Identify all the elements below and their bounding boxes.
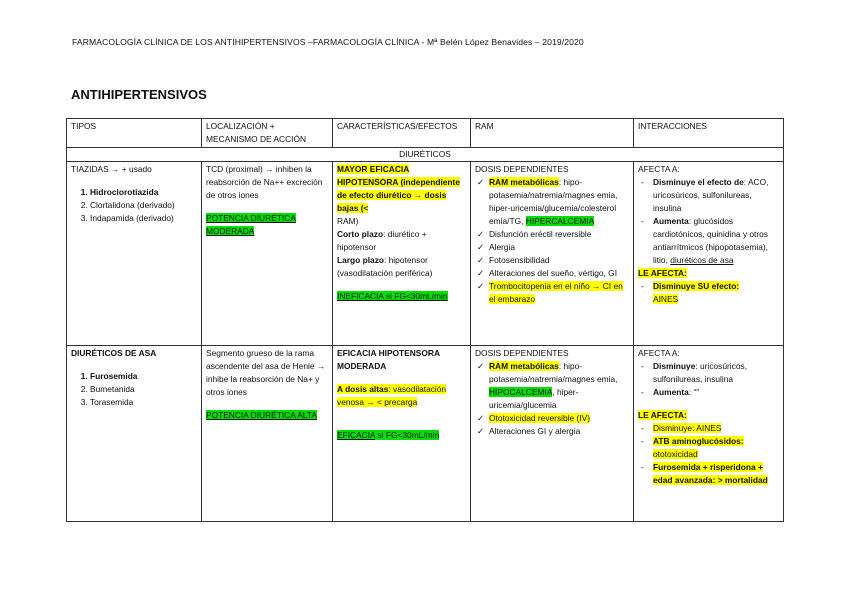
cell-car-tiazidas bbox=[333, 162, 471, 346]
mechanism-text: TCD (proximal) → inhiben la reabsorción de Na++ excreción de otros iones bbox=[206, 164, 323, 200]
ram-list bbox=[475, 176, 629, 306]
table-row bbox=[67, 162, 784, 346]
col-tipos: TIPOS bbox=[67, 119, 202, 148]
int-highlight: AINES bbox=[653, 294, 679, 304]
list-item bbox=[653, 386, 779, 399]
potency-label: POTENCIA DIURÉTICA MODERADA bbox=[206, 213, 296, 236]
high-dose-label: A dosis altas bbox=[337, 384, 389, 394]
list-item: 3. Torasemida bbox=[90, 396, 197, 409]
list-item: 1. Furosemida bbox=[90, 370, 197, 383]
list-item: ✓ Alteraciones del sueño, vértigo, GI bbox=[489, 267, 629, 280]
antihypertensives-table bbox=[66, 118, 784, 522]
list-item: 2. Clortalidona (derivado) bbox=[90, 199, 197, 212]
inefficacy-label: INEFICACIA si FG<30mL/min bbox=[337, 291, 448, 301]
cell-ram-tiazidas bbox=[471, 162, 634, 346]
long-term-text: : hipotensor (vasodilatación periférica) bbox=[337, 255, 433, 278]
list-item bbox=[489, 176, 629, 228]
int-text: : uricosúricos, sulfonilureas, insulina bbox=[653, 361, 748, 384]
efficacy-label: EFICACIA bbox=[337, 430, 376, 440]
int-underline: diuréticos de asa bbox=[670, 255, 734, 265]
int-highlight: Furosemida + risperidona + edad avanzada: > mortalidad bbox=[653, 462, 768, 485]
cell-int-asa bbox=[634, 346, 784, 522]
list-item bbox=[653, 176, 779, 215]
ram-label: RAM metabólicas bbox=[489, 177, 559, 187]
drug-list bbox=[71, 370, 197, 409]
ram-text: : hipo-potasemia/natremia/magnes emia, bbox=[489, 361, 618, 384]
int-list bbox=[638, 280, 779, 306]
cell-int-tiazidas bbox=[634, 162, 784, 346]
high-dose-text: : vasodilatación venosa → < precarga bbox=[337, 384, 447, 407]
list-item: 1. Hidroclorotiazida bbox=[90, 186, 197, 199]
drug-list bbox=[71, 186, 197, 225]
col-caracteristicas: CARACTERÍSTICAS/EFECTOS bbox=[333, 119, 471, 148]
ram-label: RAM metabólicas bbox=[489, 361, 559, 371]
list-item bbox=[489, 360, 629, 412]
afecta-label: AFECTA A: bbox=[638, 348, 680, 358]
ram-highlight: HIPOCALCEMIA bbox=[489, 387, 553, 397]
efficacy-text-end: RAM) bbox=[337, 216, 359, 226]
list-item bbox=[653, 215, 779, 267]
document-header: FARMACOLOGÍA CLÍNICA DE LOS ANTIHIPERTENSIVOS –FARMACOLOGÍA CLÍNICA - Mª Belén López Benavides – 2019/2020 bbox=[72, 37, 584, 47]
int-label: Disminuye bbox=[653, 361, 696, 371]
tipo-title: TIAZIDAS → + usado bbox=[71, 164, 152, 174]
int-highlight: Disminuye: AINES bbox=[653, 423, 722, 433]
int-text: : ACO, uricosúricos, sulfonilureas, insulina bbox=[653, 177, 769, 213]
cell-ram-asa bbox=[471, 346, 634, 522]
col-ram: RAM bbox=[471, 119, 634, 148]
header-row bbox=[67, 119, 784, 148]
section-diureticos: DIURÉTICOS bbox=[67, 148, 784, 162]
list-item bbox=[653, 280, 779, 306]
list-item: ✓ Alergia bbox=[489, 241, 629, 254]
list-item bbox=[653, 360, 779, 386]
page-title: ANTIHIPERTENSIVOS bbox=[71, 87, 207, 102]
table-row bbox=[67, 346, 784, 522]
ram-list bbox=[475, 360, 629, 438]
int-list bbox=[638, 360, 779, 399]
le-afecta-label: LE AFECTA: bbox=[638, 268, 687, 278]
int-list bbox=[638, 176, 779, 267]
list-item bbox=[653, 461, 779, 487]
short-term-text: : diurético + hipotensor bbox=[337, 229, 427, 252]
list-item bbox=[489, 280, 629, 306]
int-label: Disminuye el efecto de bbox=[653, 177, 744, 187]
ram-title: DOSIS DEPENDIENTES bbox=[475, 348, 569, 358]
col-localizacion: LOCALIZACIÓN + MECANISMO DE ACCIÓN bbox=[202, 119, 333, 148]
le-afecta-label: LE AFECTA: bbox=[638, 410, 687, 420]
int-highlight: ototoxicidad bbox=[653, 449, 698, 459]
cell-loc-asa bbox=[202, 346, 333, 522]
list-item: 3. Indapamida (derivado) bbox=[90, 212, 197, 225]
efficacy-fg: si FG<30mL/min bbox=[375, 430, 440, 440]
cell-car-asa bbox=[333, 346, 471, 522]
ram-text: , hiper-uricemia/glucemia bbox=[489, 387, 579, 410]
int-text: : glucósidos cardiotónicos, quinidina y otros antiarrítmicos (hipopotasemia), litio, bbox=[653, 216, 768, 265]
col-interacciones: INTERACCIONES bbox=[634, 119, 784, 148]
long-term-label: Largo plazo bbox=[337, 255, 384, 265]
efficacy-text: MAYOR EFICACIA HIPOTENSORA (independiente de efecto diurético → dosis bajas (< bbox=[337, 164, 460, 213]
list-item: ✓ Alteraciones GI y alergia bbox=[489, 425, 629, 438]
list-item bbox=[653, 422, 779, 435]
section-row bbox=[67, 148, 784, 162]
mechanism-text: Segmento grueso de la rama ascendente del asa de Henle → inhibe la reabsorción de Na+ y otros iones bbox=[206, 348, 326, 397]
int-list bbox=[638, 422, 779, 487]
int-label: Aumenta bbox=[653, 387, 689, 397]
efficacy-text: EFICACIA HIPOTENSORA MODERADA bbox=[337, 348, 440, 371]
int-text: : “” bbox=[688, 387, 700, 397]
list-item: ✓ Fotosensibilidad bbox=[489, 254, 629, 267]
ram-text: : hipo-potasemia/natremia/magnes emia, hiper-uricemia/glucemia/colesterol emia/TG, bbox=[489, 177, 618, 226]
cell-tipo-tiazidas bbox=[67, 162, 202, 346]
ram-highlight: Trombocitopenia en el niño → CI en el embarazo bbox=[489, 281, 623, 304]
cell-tipo-asa bbox=[67, 346, 202, 522]
int-highlight: ATB aminoglucósidos: bbox=[653, 436, 744, 446]
ram-highlight: Ototoxicidad reversible (IV) bbox=[489, 413, 591, 423]
list-item: ✓ Disfunción eréctil reversible bbox=[489, 228, 629, 241]
ram-title: DOSIS DEPENDIENTES bbox=[475, 164, 569, 174]
tipo-title: DIURÉTICOS DE ASA bbox=[71, 348, 157, 358]
cell-loc-tiazidas bbox=[202, 162, 333, 346]
int-label: Aumenta bbox=[653, 216, 689, 226]
int-highlight: Disminuye SU efecto: bbox=[653, 281, 740, 291]
ram-highlight: HIPERCALCEMIA bbox=[525, 216, 595, 226]
list-item bbox=[653, 435, 779, 461]
short-term-label: Corto plazo bbox=[337, 229, 384, 239]
potency-label: POTENCIA DIURÉTICA ALTA bbox=[206, 410, 317, 420]
list-item bbox=[489, 412, 629, 425]
list-item: 2. Bumetanida bbox=[90, 383, 197, 396]
afecta-label: AFECTA A: bbox=[638, 164, 680, 174]
